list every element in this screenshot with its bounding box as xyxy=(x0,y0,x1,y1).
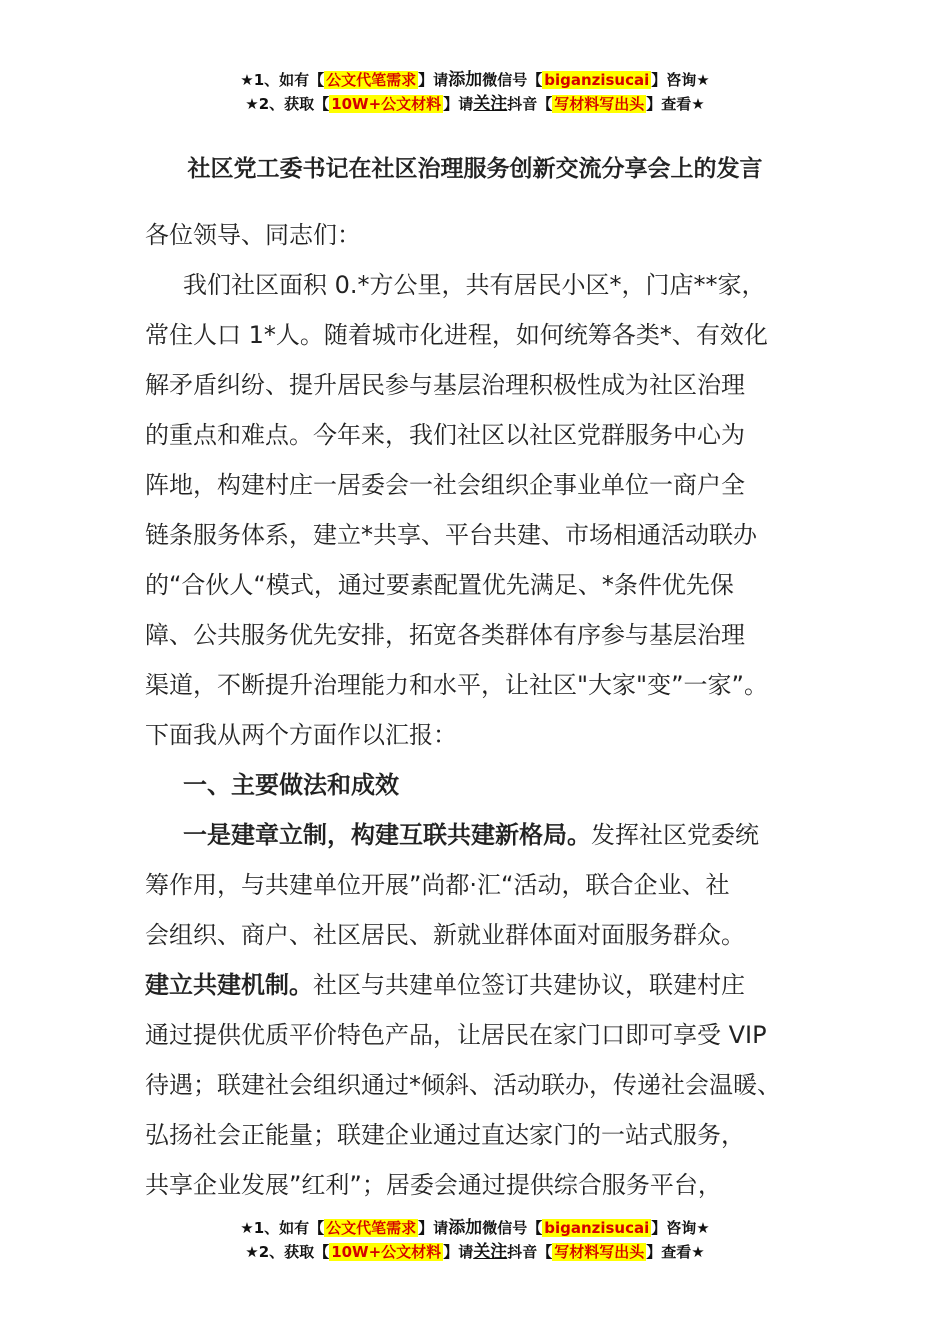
body-line: 链条服务体系，建立*共享、平台共建、市场相通活动联办 xyxy=(145,521,757,549)
promo-line-2 xyxy=(0,1240,950,1264)
body-line: 常住人口 1*人。随着城市化进程，如何统筹各类*、有效化 xyxy=(145,321,768,349)
highlight-wechat-id: biganzisucai xyxy=(544,71,650,89)
promo-text: 】请 xyxy=(443,95,474,113)
highlight-wechat-id: biganzisucai xyxy=(544,1219,650,1237)
highlight-materials: 10W+公文材料 xyxy=(331,95,442,113)
body-line: 阵地，构建村庄一居委会一社会组织企事业单位一商户全 xyxy=(145,471,745,499)
promo-emphasis: 添加 xyxy=(448,70,483,90)
promo-text: 2、获取【 xyxy=(258,95,330,113)
star-icon: ★ xyxy=(245,95,259,113)
body-line xyxy=(145,960,825,1010)
body-line: 弘扬社会正能量；联建企业通过直达家门的一站式服务， xyxy=(145,1121,745,1149)
footer-promo-banner xyxy=(0,1216,950,1264)
body-line: 待遇；联建社会组织通过*倾斜、活动联办，传递社会温暖、 xyxy=(145,1071,781,1099)
star-icon: ★ xyxy=(691,1243,705,1261)
header-promo-banner xyxy=(0,68,950,116)
section-heading-text: 一、主要做法和成效 xyxy=(183,771,399,799)
body-line: 的重点和难点。今年来，我们社区以社区党群服务中心为 xyxy=(145,421,745,449)
body-line: 筹作用，与共建单位开展”尚都·汇“活动，联合企业、社 xyxy=(145,871,730,899)
body-line: 障、公共服务优先安排，拓宽各类群体有序参与基层治理 xyxy=(145,621,745,649)
promo-emphasis: 关注 xyxy=(473,1242,508,1262)
star-icon: ★ xyxy=(696,71,710,89)
promo-text: 1、如有【 xyxy=(253,1219,325,1237)
lead-in-bold: 一是建章立制，构建互联共建新格局。 xyxy=(183,821,591,849)
highlight-materials: 10W+公文材料 xyxy=(331,1243,442,1261)
document-title: 社区党工委书记在社区治理服务创新交流分享会上的发言 xyxy=(187,156,763,182)
star-icon: ★ xyxy=(240,1219,254,1237)
promo-line-1 xyxy=(0,1216,950,1240)
body-line: 我们社区面积 0.*方公里，共有居民小区*，门店**家， xyxy=(183,271,766,299)
promo-text: 】请 xyxy=(418,1219,449,1237)
body-line: 下面我从两个方面作以汇报： xyxy=(145,721,457,749)
body-line: 渠道，不断提升治理能力和水平，让社区"大家"变”一家”。 xyxy=(145,671,768,699)
promo-text: 】请 xyxy=(418,71,449,89)
salutation: 各位领导、同志们： xyxy=(145,221,361,249)
star-icon: ★ xyxy=(240,71,254,89)
promo-text: 】咨询 xyxy=(651,71,697,89)
body-line: 解矛盾纠纷、提升居民参与基层治理积极性成为社区治理 xyxy=(145,371,745,399)
promo-text: 】请 xyxy=(443,1243,474,1261)
star-icon: ★ xyxy=(691,95,705,113)
document-body xyxy=(145,210,825,1210)
promo-text: 微信号【 xyxy=(482,1219,543,1237)
promo-text: 微信号【 xyxy=(482,71,543,89)
promo-text: 1、如有【 xyxy=(253,71,325,89)
body-line: 的“合伙人“模式，通过要素配置优先满足、*条件优先保 xyxy=(145,571,734,599)
body-line: 会组织、商户、社区居民、新就业群体面对面服务群众。 xyxy=(145,921,745,949)
lead-in-bold: 建立共建机制。 xyxy=(145,971,313,999)
highlight-douyin-account: 写材料写出头 xyxy=(554,95,645,113)
highlight-douyin-account: 写材料写出头 xyxy=(554,1243,645,1261)
promo-text: 2、获取【 xyxy=(258,1243,330,1261)
highlight-service: 公文代笔需求 xyxy=(326,71,417,89)
highlight-service: 公文代笔需求 xyxy=(326,1219,417,1237)
promo-text: 抖音【 xyxy=(507,1243,553,1261)
body-line: 通过提供优质平价特色产品，让居民在家门口即可享受 VIP xyxy=(145,1021,767,1049)
promo-line-2 xyxy=(0,92,950,116)
promo-emphasis: 添加 xyxy=(448,1218,483,1238)
body-line xyxy=(145,810,825,860)
promo-text: 】咨询 xyxy=(651,1219,697,1237)
body-text: 社区与共建单位签订共建协议，联建村庄 xyxy=(313,971,745,999)
body-line: 共享企业发展”红利”；居委会通过提供综合服务平台， xyxy=(145,1171,722,1199)
promo-text: 】查看 xyxy=(646,95,692,113)
star-icon: ★ xyxy=(696,1219,710,1237)
promo-emphasis: 关注 xyxy=(473,94,508,114)
body-text: 发挥社区党委统 xyxy=(591,821,759,849)
promo-line-1 xyxy=(0,68,950,92)
star-icon: ★ xyxy=(245,1243,259,1261)
promo-text: 】查看 xyxy=(646,1243,692,1261)
section-heading xyxy=(145,760,825,810)
promo-text: 抖音【 xyxy=(507,95,553,113)
